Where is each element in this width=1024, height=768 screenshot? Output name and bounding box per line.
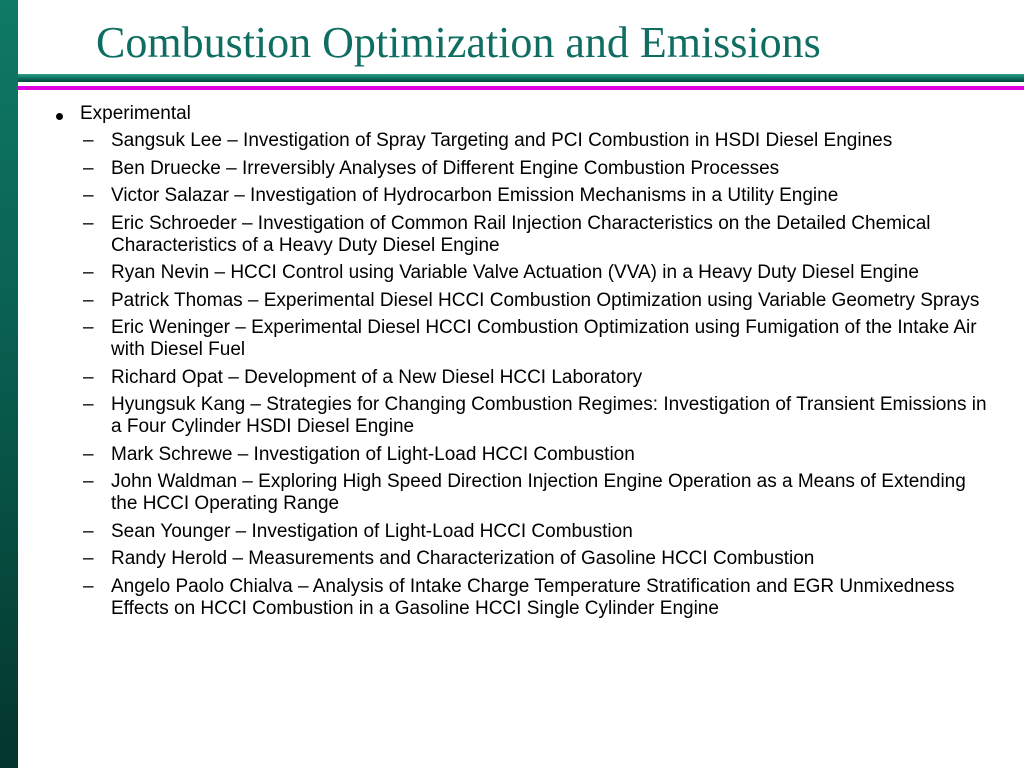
list-item bbox=[54, 548, 994, 570]
list-item bbox=[54, 290, 994, 312]
dash-bullet-icon: – bbox=[83, 443, 94, 465]
list-item-text: Sangsuk Lee – Investigation of Spray Targeting and PCI Combustion in HSDI Diesel Engines bbox=[111, 130, 893, 151]
dash-bullet-icon: – bbox=[83, 289, 94, 311]
dash-bullet-icon: – bbox=[83, 262, 94, 283]
slide-body bbox=[54, 103, 994, 625]
dash-bullet-icon: – bbox=[83, 212, 94, 234]
list-item-text: Eric Weninger – Experimental Diesel HCCI Combustion Optimization using Fumigation of the Intake Air with Diesel Fuel bbox=[111, 317, 977, 360]
dash-bullet-icon: – bbox=[83, 130, 94, 151]
dash-bullet-icon: – bbox=[83, 317, 94, 338]
list-item bbox=[54, 367, 994, 389]
dash-bullet-icon: – bbox=[83, 575, 94, 597]
dash-bullet-icon: – bbox=[83, 157, 94, 179]
title-underline-magenta bbox=[18, 86, 1024, 90]
list-item bbox=[54, 317, 994, 361]
list-item-text: Ryan Nevin – HCCI Control using Variable Valve Actuation (VVA) in a Heavy Duty Diesel Engine bbox=[111, 262, 919, 283]
list-item-text: Hyungsuk Kang – Strategies for Changing Combustion Regimes: Investigation of Transient Emissions in a Four Cylinder HSDI Diesel Engine bbox=[111, 394, 987, 437]
list-item bbox=[54, 471, 994, 515]
list-item-text: Mark Schrewe – Investigation of Light-Load HCCI Combustion bbox=[111, 443, 635, 465]
list-item-text: John Waldman – Exploring High Speed Direction Injection Engine Operation as a Means of Extending the HCCI Operating Range bbox=[111, 471, 966, 514]
list-item-text: Victor Salazar – Investigation of Hydrocarbon Emission Mechanisms in a Utility Engine bbox=[111, 185, 839, 206]
list-item-text: Eric Schroeder – Investigation of Common Rail Injection Characteristics on the Detailed Chemical Characteristics of a Heavy Duty Diesel Engine bbox=[111, 212, 931, 256]
list-item-text: Randy Herold – Measurements and Characterization of Gasoline HCCI Combustion bbox=[111, 548, 815, 569]
title-underline-teal bbox=[18, 74, 1024, 82]
dash-bullet-icon: – bbox=[83, 520, 94, 542]
bullet-dot-icon bbox=[56, 113, 63, 120]
list-item-text: Angelo Paolo Chialva – Analysis of Intake Charge Temperature Stratification and EGR Unmixedness Effects on HCCI Combustion in a Gasoline HCCI Single Cylinder Engine bbox=[111, 575, 955, 619]
dash-bullet-icon: – bbox=[83, 185, 94, 206]
dash-bullet-icon: – bbox=[83, 366, 94, 388]
list-item-text: Richard Opat – Development of a New Diesel HCCI Laboratory bbox=[111, 366, 643, 388]
list-item bbox=[54, 213, 994, 257]
list-item bbox=[54, 262, 994, 284]
slide-title: Combustion Optimization and Emissions bbox=[96, 18, 821, 67]
project-list bbox=[54, 130, 994, 620]
list-item bbox=[54, 394, 994, 438]
side-accent-bar bbox=[0, 0, 18, 768]
dash-bullet-icon: – bbox=[83, 394, 94, 415]
dash-bullet-icon: – bbox=[83, 471, 94, 492]
bullet-label: Experimental bbox=[80, 103, 191, 124]
list-item bbox=[54, 130, 994, 152]
list-item bbox=[54, 185, 994, 207]
list-item-text: Ben Druecke – Irreversibly Analyses of Different Engine Combustion Processes bbox=[111, 157, 780, 179]
list-item bbox=[54, 576, 994, 620]
list-item bbox=[54, 444, 994, 466]
bullet-experimental bbox=[54, 103, 994, 125]
list-item-text: Sean Younger – Investigation of Light-Load HCCI Combustion bbox=[111, 520, 633, 542]
list-item-text: Patrick Thomas – Experimental Diesel HCCI Combustion Optimization using Variable Geometry Sprays bbox=[111, 289, 980, 311]
list-item bbox=[54, 521, 994, 543]
dash-bullet-icon: – bbox=[83, 548, 94, 569]
list-item bbox=[54, 158, 994, 180]
